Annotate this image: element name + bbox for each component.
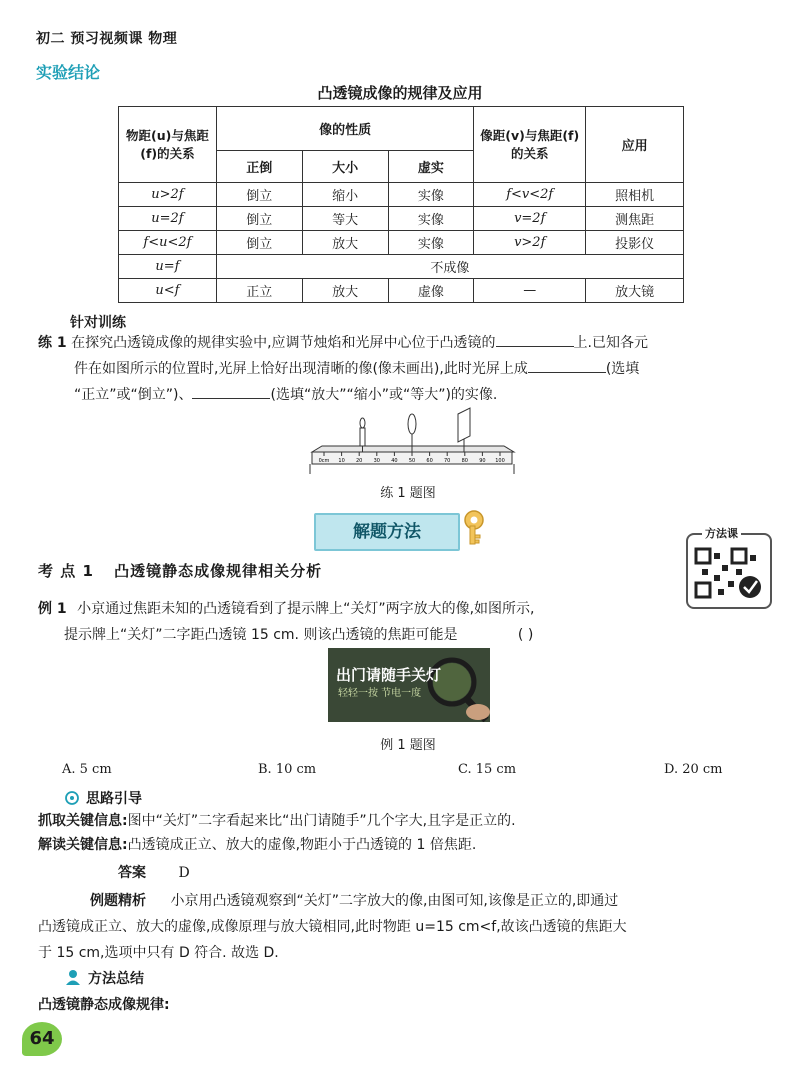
training-title: 针对训练 <box>70 315 126 331</box>
table-cell: 等大 <box>302 207 388 231</box>
table-cell: 照相机 <box>586 183 684 207</box>
table-cell: 虚像 <box>388 279 474 303</box>
method-banner: 解题方法 <box>314 513 460 551</box>
training-line1a: 在探究凸透镜成像的规律实验中,应调节烛焰和光屏中心位于凸透镜的 <box>71 335 496 351</box>
ruler-tick-label: 30 <box>373 458 380 464</box>
table-cell: 倒立 <box>216 231 302 255</box>
light-screen <box>458 408 470 442</box>
analysis-line1: 小京用凸透镜观察到“关灯”二字放大的像,由图可知,该像是正立的,即通过 <box>170 893 619 909</box>
guide-title: 思路引导 <box>86 791 142 807</box>
header-application: 应用 <box>586 107 684 183</box>
optical-bench-figure <box>308 404 518 476</box>
table-cell: 放大 <box>302 279 388 303</box>
kaodian-heading <box>38 560 322 581</box>
page-number-badge: 64 <box>22 1022 62 1056</box>
header-real: 虚实 <box>388 151 474 183</box>
answer-line <box>118 860 190 886</box>
training-line3a: “正立”或“倒立”)、 <box>74 387 193 403</box>
table-cell: 放大 <box>302 231 388 255</box>
example-photo <box>328 648 490 722</box>
table-cell: u=2f <box>119 207 217 231</box>
answer-blank[interactable] <box>496 332 574 347</box>
example-figure-caption: 例 1 题图 <box>380 738 436 753</box>
table-cell: 正立 <box>216 279 302 303</box>
table-cell: f<u<2f <box>119 231 217 255</box>
table-title: 凸透镜成像的规律及应用 <box>317 84 483 102</box>
ruler-tick-label: 50 <box>408 458 416 464</box>
answer-value: D <box>178 865 190 881</box>
key-icon <box>450 508 490 548</box>
option-c[interactable]: C. 15 cm <box>458 762 517 777</box>
read-info-line <box>38 832 778 858</box>
summary-icon <box>64 968 82 986</box>
table-cell: 放大镜 <box>586 279 684 303</box>
example-line2: 提示牌上“关灯”二字距凸透镜 15 cm. 则该凸透镜的焦距可能是 <box>64 627 458 643</box>
table-cell: u>2f <box>119 183 217 207</box>
table-cell: 倒立 <box>216 207 302 231</box>
analysis-label: 例题精析 <box>90 893 146 909</box>
sign-subtext: 轻轻一按 节电一度 <box>338 688 422 699</box>
ruler-tick-label: 40 <box>391 458 398 464</box>
table-cell: — <box>474 279 586 303</box>
qr-label: 方法课 <box>702 525 741 541</box>
table-cell: 测焦距 <box>586 207 684 231</box>
table-cell: v=2f <box>474 207 586 231</box>
table-cell: v>2f <box>474 231 586 255</box>
training-line2b: (选填 <box>605 361 640 377</box>
read-info-text: 凸透镜成正立、放大的虚像,物距小于凸透镜的 1 倍焦距. <box>127 837 477 853</box>
analysis-line2: 凸透镜成正立、放大的虚像,成像原理与放大镜相同,此时物距 u=15 cm<f,故该凸透镜的焦距大 <box>38 919 627 935</box>
table-cell: f<v<2f <box>474 183 586 207</box>
table-cell: 实像 <box>388 231 474 255</box>
table-cell: 实像 <box>388 207 474 231</box>
training-line2a: 件在如图所示的位置时,光屏上恰好出现清晰的像(像未画出),此时光屏上成 <box>74 361 528 377</box>
training-figure-caption: 练 1 题图 <box>380 486 436 501</box>
ruler-tick-label: 0cm <box>318 458 330 464</box>
option-d[interactable]: D. 20 cm <box>664 762 723 777</box>
summary-title: 方法总结 <box>88 971 144 987</box>
table-cell: 缩小 <box>302 183 388 207</box>
example-label: 例 1 <box>38 601 67 617</box>
header-rel-vf: 像距(v)与焦距(f)的关系 <box>474 107 586 183</box>
example-question <box>38 596 778 648</box>
table-cell: u<f <box>119 279 217 303</box>
page-header: 初二 预习视频课 物理 <box>36 31 178 47</box>
convex-lens <box>408 414 416 434</box>
candle-flame <box>360 418 365 428</box>
example-answer-paren[interactable]: ( ) <box>517 627 534 643</box>
section-title: 实验结论 <box>36 63 101 82</box>
ruler-tick-label: 70 <box>444 458 451 464</box>
kaodian-title: 凸透镜静态成像规律相关分析 <box>114 562 323 580</box>
table-row <box>119 207 684 231</box>
example-line1: 小京通过焦距未知的凸透镜看到了提示牌上“关灯”两字放大的像,如图所示, <box>77 601 535 617</box>
option-a[interactable]: A. 5 cm <box>62 762 112 777</box>
key-info-label: 抓取关键信息: <box>38 813 128 829</box>
header-image-props: 像的性质 <box>216 107 473 151</box>
answer-blank[interactable] <box>528 358 606 373</box>
answer-label: 答案 <box>118 865 146 881</box>
candle <box>360 428 365 446</box>
analysis-block <box>38 888 778 966</box>
table-cell: u=f <box>119 255 217 279</box>
training-line3b: (选填“放大”“缩小”或“等大”)的实像. <box>270 387 498 403</box>
table-row <box>119 183 684 207</box>
ruler-tick-label: 20 <box>356 458 363 464</box>
summary-subtitle: 凸透镜静态成像规律: <box>38 997 170 1013</box>
table-cell: 不成像 <box>216 255 683 279</box>
bench-top <box>312 446 514 452</box>
table-cell: 投影仪 <box>586 231 684 255</box>
header-size: 大小 <box>302 151 388 183</box>
imaging-rules-table <box>118 106 684 303</box>
analysis-line3: 于 15 cm,选项中只有 D 符合. 故选 D. <box>38 945 279 961</box>
table-row <box>119 231 684 255</box>
ruler-tick-label: 10 <box>338 458 345 464</box>
training-question <box>38 330 778 408</box>
sign-text: 出门请随手关灯 <box>336 666 442 684</box>
kaodian-label: 考 点 1 <box>38 562 94 580</box>
answer-blank[interactable] <box>192 384 270 399</box>
ruler-tick-label: 60 <box>426 458 433 464</box>
table-cell: 倒立 <box>216 183 302 207</box>
read-info-label: 解读关键信息: <box>38 837 128 853</box>
thinking-icon <box>64 790 80 806</box>
header-upright: 正倒 <box>216 151 302 183</box>
key-info-line <box>38 808 778 834</box>
key-info-text: 图中“关灯”二字看起来比“出门请随手”几个字大,且字是正立的. <box>127 813 516 829</box>
table-row <box>119 279 684 303</box>
table-cell: 实像 <box>388 183 474 207</box>
ruler-tick-label: 80 <box>461 458 468 464</box>
header-rel-uf: 物距(u)与焦距(f)的关系 <box>119 107 217 183</box>
option-b[interactable]: B. 10 cm <box>258 762 317 777</box>
ruler-tick-label: 90 <box>479 458 486 464</box>
training-line1b: 上.已知各元 <box>573 335 648 351</box>
table-row <box>119 255 684 279</box>
ruler-tick-label: 100 <box>495 458 505 464</box>
training-label: 练 1 <box>38 335 67 351</box>
